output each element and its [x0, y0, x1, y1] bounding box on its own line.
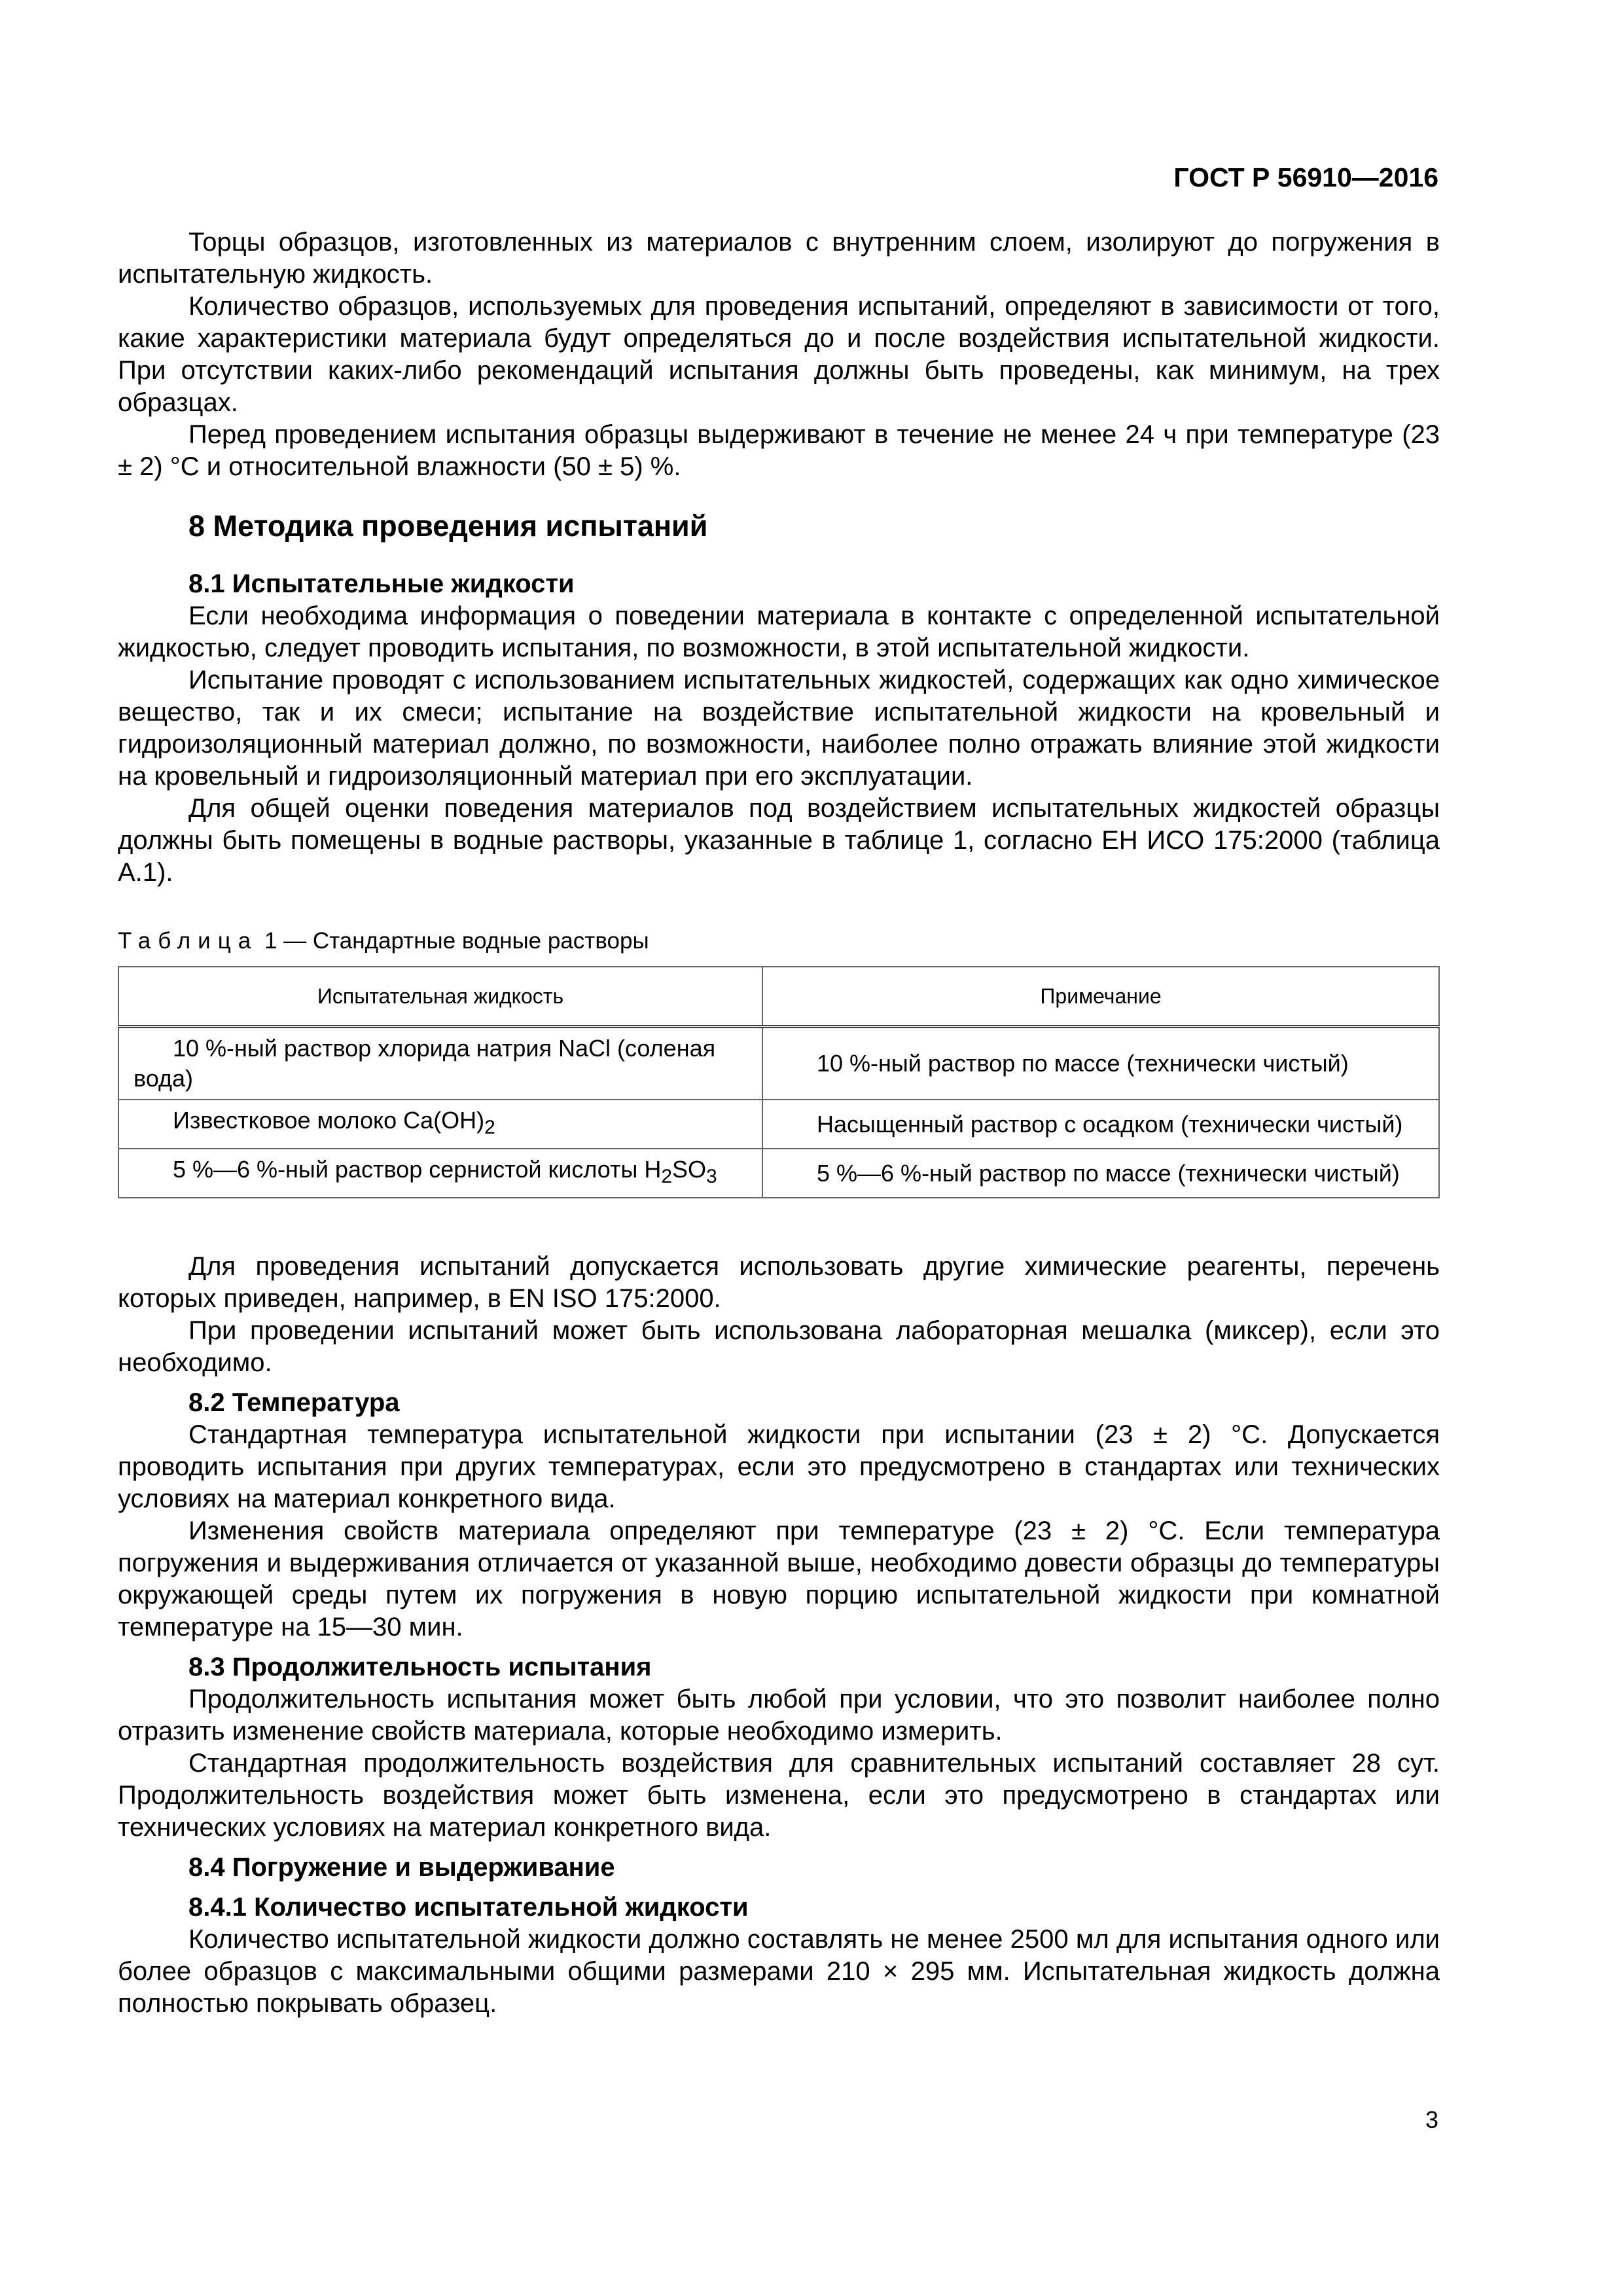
- formula-subscript: 2: [484, 1117, 495, 1139]
- paragraph: Перед проведением испытания образцы выдерживают в течение не менее 24 ч при температуре (23 ± 2) °С и относительной влажности (50 ± 5) %.: [118, 420, 1440, 481]
- solutions-table: [118, 966, 1440, 1198]
- page-number: 3: [1425, 2106, 1438, 2133]
- paragraph: Продолжительность испытания может быть любой при условии, что это позволит наиболее полно отразить изменение свойств материала, которые необходимо измерить.: [118, 1685, 1440, 1746]
- formula-subscript: 2: [661, 1166, 673, 1188]
- table-cell-liquid: 10 %-ный раствор хлорида натрия NaCl (соленая вода): [118, 1027, 762, 1100]
- table-cell-liquid: [118, 1149, 762, 1198]
- paragraph: Торцы образцов, изготовленных из материалов с внутренним слоем, изолируют до погружения в испытательную жидкость.: [118, 228, 1440, 289]
- subsection-heading: 8.4.1 Количество испытательной жидкости: [188, 1893, 749, 1922]
- table-header-row: [118, 967, 1439, 1027]
- paragraph: Стандартная температура испытательной жидкости при испытании (23 ± 2) °С. Допускается проводить испытания при других температурах, если это предусмотрено в стандартах или технических условиях на материал конкретного вида.: [118, 1420, 1440, 1514]
- subsection-heading: 8.4 Погружение и выдерживание: [188, 1853, 615, 1882]
- paragraph: Стандартная продолжительность воздействия для сравнительных испытаний составляет 28 сут. Продолжительность воздействия может быть изменена, если это предусмотрено в стандартах или технических условиях на материал конкретного вида.: [118, 1749, 1440, 1842]
- paragraph: Для проведения испытаний допускается использовать другие химические реагенты, перечень которых приведен, например, в EN ISO 175:2000.: [118, 1252, 1440, 1314]
- table-caption: [118, 928, 1440, 954]
- paragraph: Для общей оценки поведения материалов под воздействием испытательных жидкостей образцы должны быть помещены в водные растворы, указанные в таблице 1, согласно ЕН ИСО 175:2000 (таблица А.1).: [118, 794, 1440, 887]
- paragraph: Количество образцов, используемых для проведения испытаний, определяют в зависимости от того, какие характеристики материала будут определяться до и после воздействия испытательной жидкости. При отсутствии каких-либо рекомендаций испытания должны быть проведены, как минимум, на трех образцах.: [118, 292, 1440, 417]
- formula-text: 5 %—6 %-ный раствор сернистой кислоты H: [173, 1156, 662, 1183]
- subsection-heading: 8.1 Испытательные жидкости: [188, 569, 575, 598]
- table-caption-label: Таблица: [118, 928, 259, 954]
- paragraph: Количество испытательной жидкости должно составлять не менее 2500 мл для испытания одного или более образцов с максимальными общими размерами 210 × 295 мм. Испытательная жидкость должна полностью покрывать образец.: [118, 1925, 1440, 2018]
- table-row: [118, 1027, 1439, 1100]
- paragraph: Изменения свойств материала определяют при температуре (23 ± 2) °С. Если температура погружения и выдерживания отличается от указанной выше, необходимо довести образцы до температуры окружающей среды путем их погружения в новую порцию испытательной жидкости при комнатной температуре на 15—30 мин.: [118, 1516, 1440, 1642]
- subsection-heading: 8.3 Продолжительность испытания: [188, 1653, 652, 1682]
- table-cell-note: Насыщенный раствор с осадком (технически чистый): [762, 1100, 1439, 1149]
- column-header: Испытательная жидкость: [118, 967, 762, 1027]
- table-row: [118, 1149, 1439, 1198]
- paragraph: При проведении испытаний может быть использована лабораторная мешалка (миксер), если это необходимо.: [118, 1316, 1440, 1378]
- section-heading: 8 Методика проведения испытаний: [188, 509, 708, 543]
- document-code: ГОСТ Р 56910—2016: [1173, 162, 1438, 192]
- paragraph: Испытание проводят с использованием испытательных жидкостей, содержащих как одно химическое вещество, так и их смеси; испытание на воздействие испытательной жидкости на кровельный и гидроизоляционный материал должно, по возможности, наиболее полно отражать влияние этой жидкости на кровельный и гидроизоляционный материал при его эксплуатации.: [118, 666, 1440, 791]
- table-cell-liquid: [118, 1100, 762, 1149]
- paragraph: Если необходима информация о поведении материала в контакте с определенной испытательной жидкостью, следует проводить испытания, по возможности, в этой испытательной жидкости.: [118, 601, 1440, 662]
- column-header: Примечание: [762, 967, 1439, 1027]
- table-cell-note: 5 %—6 %-ный раствор по массе (технически чистый): [762, 1149, 1439, 1198]
- subsection-heading: 8.2 Температура: [188, 1388, 400, 1418]
- formula-text: SO: [672, 1156, 707, 1183]
- formula-subscript: 3: [706, 1166, 717, 1188]
- table-caption-text: 1 — Стандартные водные растворы: [264, 928, 649, 954]
- table-row: [118, 1100, 1439, 1149]
- table-cell-note: 10 %-ный раствор по массе (технически чистый): [762, 1027, 1439, 1100]
- formula-text: Известковое молоко Ca(OH): [173, 1107, 485, 1134]
- page-content: [118, 226, 1440, 2020]
